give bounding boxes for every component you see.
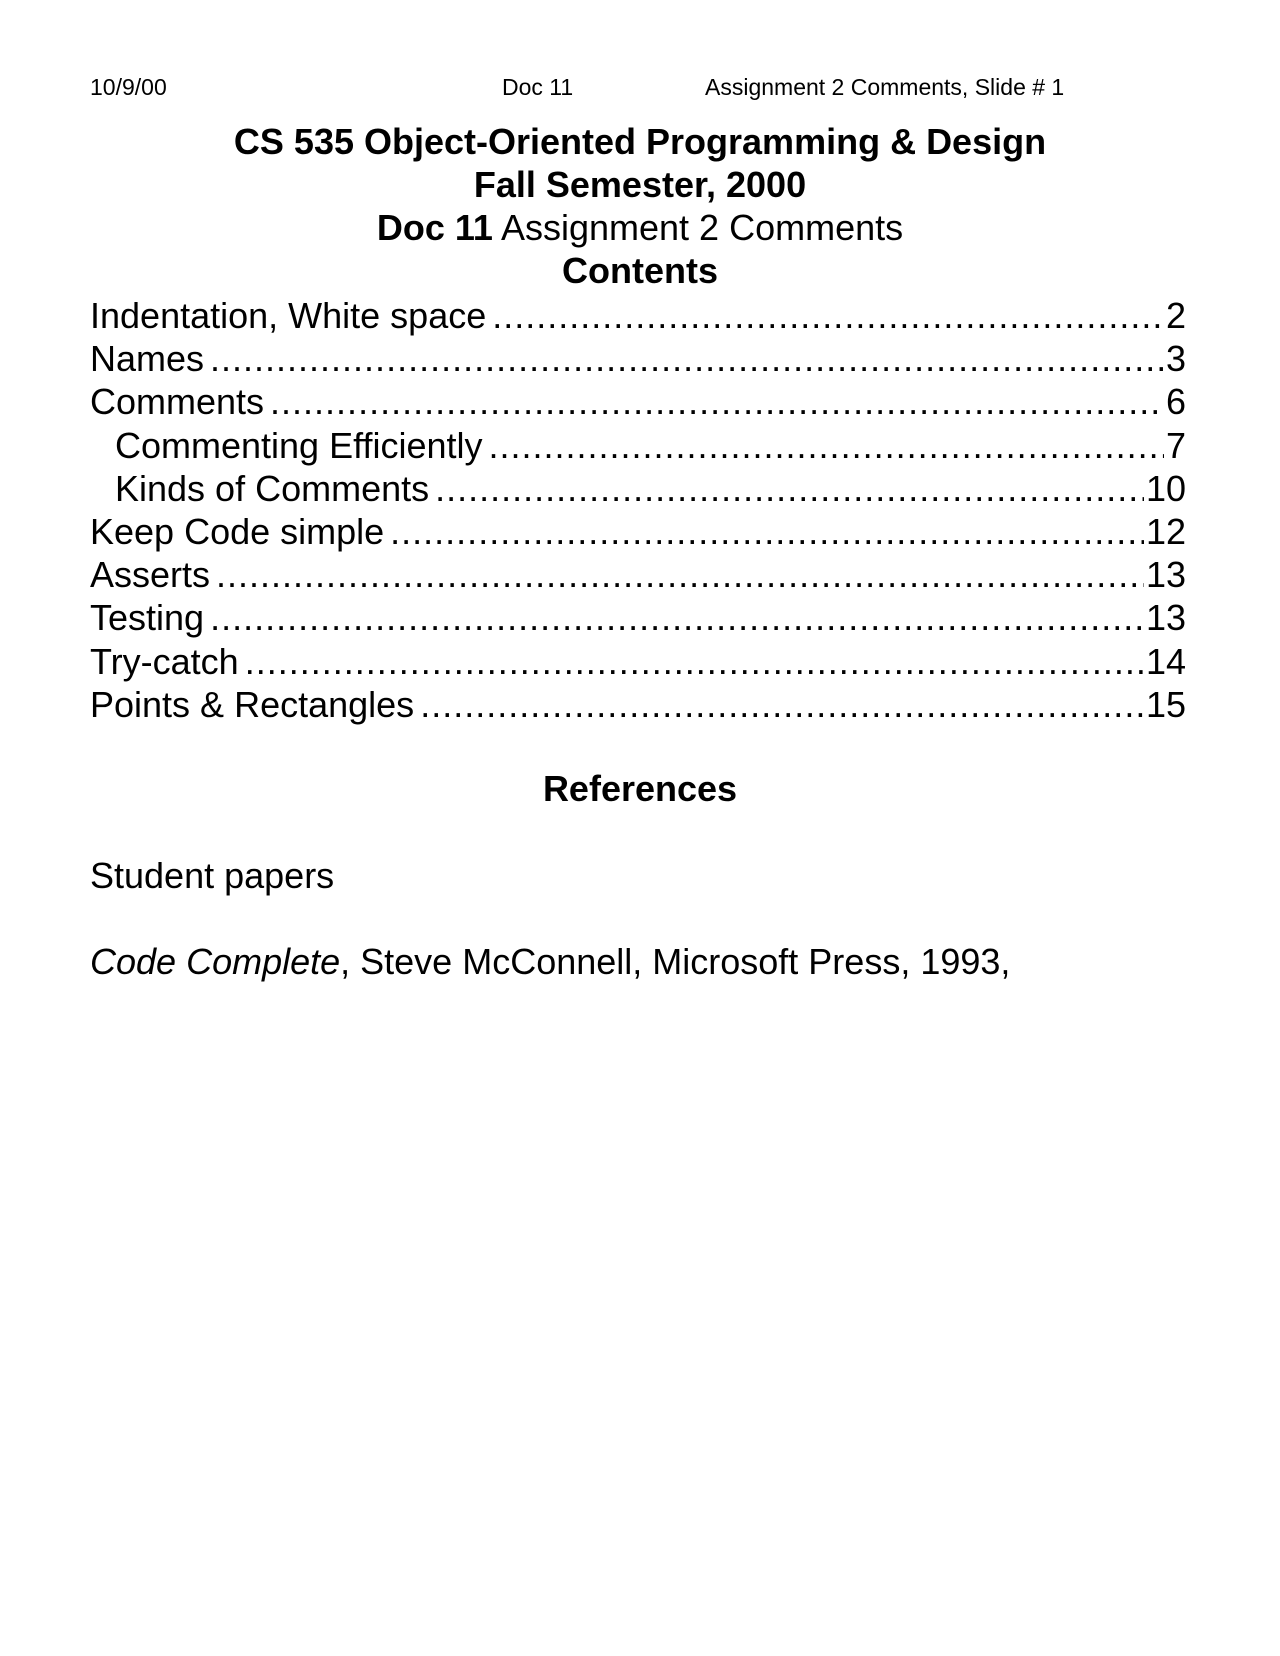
toc-entry[interactable] bbox=[90, 683, 1186, 726]
toc-leader-dots bbox=[216, 553, 1144, 596]
toc-entry[interactable] bbox=[90, 337, 1186, 380]
header-date: 10/9/00 bbox=[90, 74, 167, 100]
toc-leader-dots bbox=[420, 683, 1144, 726]
toc-entry[interactable] bbox=[90, 510, 1186, 553]
toc-entry-page: 7 bbox=[1165, 424, 1186, 466]
toc-entry-label: Asserts bbox=[90, 554, 211, 596]
toc-entry-page: 13 bbox=[1145, 597, 1186, 639]
toc-entry-page: 6 bbox=[1165, 381, 1186, 423]
toc-entry[interactable] bbox=[90, 294, 1186, 337]
toc-leader-dots bbox=[390, 510, 1144, 553]
toc-leader-dots bbox=[210, 337, 1164, 380]
reference-item: Student papers bbox=[90, 855, 335, 896]
reference-item bbox=[90, 940, 1010, 983]
toc-entry-label: Keep Code simple bbox=[90, 510, 385, 552]
toc-entry-label: Comments bbox=[90, 381, 265, 423]
toc-subentry[interactable] bbox=[90, 467, 1186, 510]
toc-entry-label: Kinds of Comments bbox=[115, 467, 430, 509]
page-header bbox=[0, 74, 1280, 104]
toc-entry-label: Commenting Efficiently bbox=[115, 424, 483, 466]
toc-entry-page: 13 bbox=[1145, 554, 1186, 596]
semester-title: Fall Semester, 2000 bbox=[473, 164, 807, 205]
toc-entry-page: 15 bbox=[1145, 683, 1186, 725]
toc-leader-dots bbox=[492, 294, 1164, 337]
toc-entry[interactable] bbox=[90, 380, 1186, 423]
toc-leader-dots bbox=[270, 380, 1164, 423]
toc-entry-label: Try-catch bbox=[90, 640, 239, 682]
references-heading: References bbox=[542, 768, 738, 809]
title-block bbox=[0, 120, 1280, 292]
toc-leader-dots bbox=[210, 596, 1144, 639]
toc-subentry[interactable] bbox=[90, 424, 1186, 467]
reference-book-details: , Steve McConnell, Microsoft Press, 1993, bbox=[340, 941, 1011, 982]
toc-entry-page: 2 bbox=[1165, 295, 1186, 336]
header-doc-number: Doc 11 bbox=[502, 74, 574, 100]
toc-entry[interactable] bbox=[90, 553, 1186, 596]
toc-entry[interactable] bbox=[90, 640, 1186, 683]
document-title bbox=[0, 206, 1280, 249]
toc-entry-page: 3 bbox=[1165, 338, 1186, 380]
toc-entry-page: 14 bbox=[1145, 640, 1186, 682]
document-number: Doc 11 bbox=[376, 207, 493, 248]
toc-leader-dots bbox=[489, 424, 1164, 467]
header-slide-title: Assignment 2 Comments, Slide # 1 bbox=[705, 74, 1065, 100]
toc-entry-page: 12 bbox=[1145, 510, 1186, 552]
toc-entry-label: Testing bbox=[90, 597, 205, 639]
toc-entry-label: Names bbox=[90, 338, 205, 380]
toc-entry[interactable] bbox=[90, 596, 1186, 639]
document-subject: Assignment 2 Comments bbox=[492, 207, 904, 248]
table-of-contents bbox=[90, 294, 1186, 726]
toc-entry-label: Indentation, White space bbox=[90, 295, 487, 336]
toc-leader-dots bbox=[435, 467, 1144, 510]
toc-leader-dots bbox=[245, 640, 1144, 683]
toc-entry-label: Points & Rectangles bbox=[90, 683, 415, 725]
course-title: CS 535 Object-Oriented Programming & Design bbox=[233, 121, 1047, 162]
contents-heading: Contents bbox=[562, 250, 718, 291]
reference-book-title: Code Complete bbox=[90, 941, 341, 982]
toc-entry-page: 10 bbox=[1145, 467, 1186, 509]
